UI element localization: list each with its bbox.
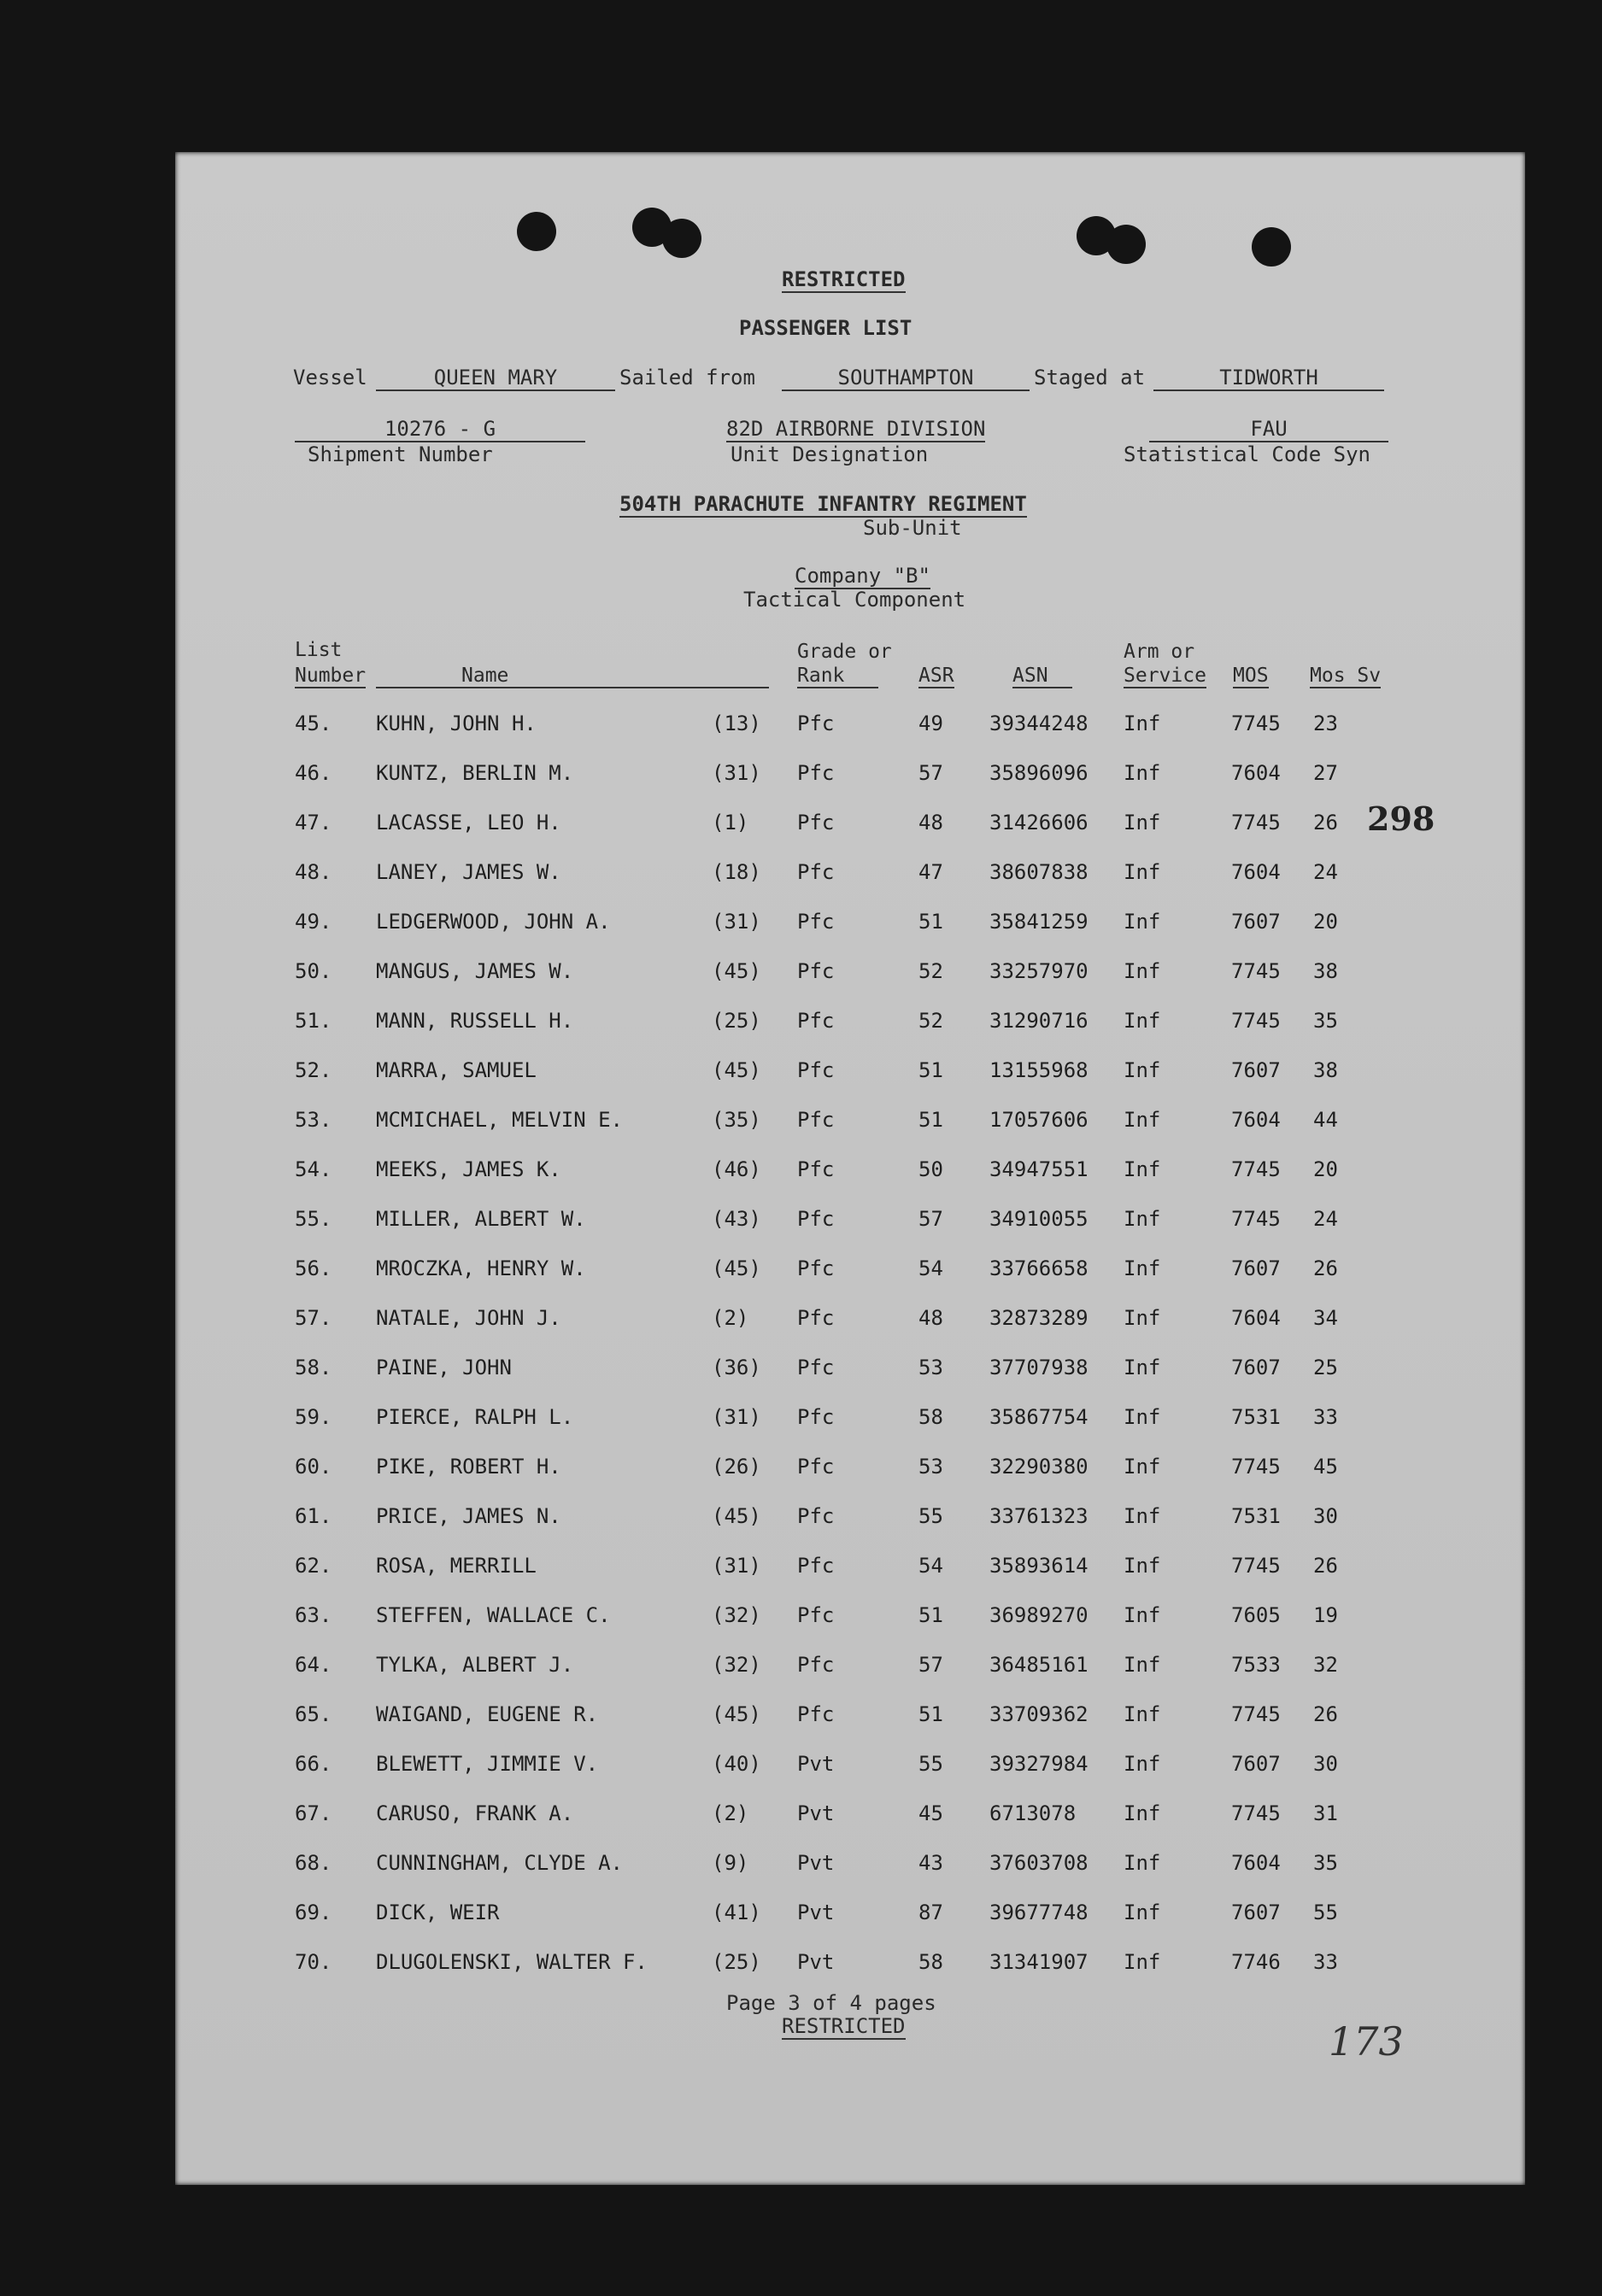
table-row	[175, 910, 1525, 959]
code-cell: (2)	[712, 1306, 749, 1330]
asn-cell: 34947551	[989, 1157, 1089, 1181]
asn-cell: 31426606	[989, 811, 1089, 835]
table-row	[175, 1058, 1525, 1108]
asn-cell: 34910055	[989, 1207, 1089, 1231]
list-number-cell: 70.	[295, 1950, 332, 1974]
list-number-cell: 53.	[295, 1108, 332, 1132]
code-cell: (25)	[712, 1009, 761, 1033]
grade-cell: Pfc	[797, 1603, 835, 1627]
name-cell: LANEY, JAMES W.	[376, 860, 561, 884]
code-cell: (43)	[712, 1207, 761, 1231]
name-cell: TYLKA, ALBERT J.	[376, 1653, 574, 1677]
grade-cell: Pvt	[797, 1752, 835, 1776]
mos-sv-cell: 31	[1313, 1801, 1338, 1825]
mos-cell: 7745	[1231, 1801, 1281, 1825]
asr-cell: 53	[918, 1356, 943, 1379]
asn-cell: 38607838	[989, 860, 1089, 884]
arm-cell: Inf	[1124, 1950, 1161, 1974]
mos-cell: 7604	[1231, 860, 1281, 884]
mos-sv-cell: 35	[1313, 1009, 1338, 1033]
code-cell: (40)	[712, 1752, 761, 1776]
grade-cell: Pfc	[797, 761, 835, 785]
asr-cell: 57	[918, 761, 943, 785]
mos-sv-cell: 44	[1313, 1108, 1338, 1132]
table-row	[175, 1306, 1525, 1356]
name-cell: MEEKS, JAMES K.	[376, 1157, 561, 1181]
sub-unit-label: Sub-Unit	[863, 516, 962, 540]
arm-cell: Inf	[1124, 1851, 1161, 1875]
arm-cell: Inf	[1124, 1504, 1161, 1528]
code-cell: (46)	[712, 1157, 761, 1181]
grade-cell: Pfc	[797, 712, 835, 735]
tactical-component-value: Company "B"	[795, 564, 930, 588]
arm-cell: Inf	[1124, 712, 1161, 735]
grade-cell: Pvt	[797, 1801, 835, 1825]
arm-cell: Inf	[1124, 761, 1161, 785]
code-cell: (31)	[712, 910, 761, 934]
mos-cell: 7607	[1231, 1356, 1281, 1379]
name-cell: BLEWETT, JIMMIE V.	[376, 1752, 599, 1776]
list-number-cell: 50.	[295, 959, 332, 983]
mos-sv-cell: 45	[1313, 1455, 1338, 1479]
asr-cell: 51	[918, 1058, 943, 1082]
list-number-cell: 49.	[295, 910, 332, 934]
asr-cell: 52	[918, 959, 943, 983]
list-number-cell: 51.	[295, 1009, 332, 1033]
table-row	[175, 1455, 1525, 1504]
asr-cell: 47	[918, 860, 943, 884]
grade-cell: Pfc	[797, 1009, 835, 1033]
staged-at-label: Staged at	[1034, 366, 1146, 390]
shipment-number-value: 10276 - G	[295, 417, 585, 442]
list-number-cell: 68.	[295, 1851, 332, 1875]
list-number-cell: 54.	[295, 1157, 332, 1181]
name-cell: STEFFEN, WALLACE C.	[376, 1603, 611, 1627]
mos-sv-cell: 26	[1313, 1256, 1338, 1280]
asr-cell: 50	[918, 1157, 943, 1181]
table-row	[175, 1009, 1525, 1058]
name-cell: ROSA, MERRILL	[376, 1554, 537, 1578]
table-row	[175, 1801, 1525, 1851]
name-cell: CUNNINGHAM, CLYDE A.	[376, 1851, 623, 1875]
col-arm-2: Service	[1124, 665, 1206, 687]
list-number-cell: 65.	[295, 1702, 332, 1726]
name-cell: LACASSE, LEO H.	[376, 811, 561, 835]
col-asr: ASR	[918, 665, 954, 687]
code-cell: (31)	[712, 761, 761, 785]
asn-cell: 39677748	[989, 1901, 1089, 1924]
mos-cell: 7607	[1231, 1752, 1281, 1776]
code-cell: (13)	[712, 712, 761, 735]
asn-cell: 39344248	[989, 712, 1089, 735]
list-number-cell: 69.	[295, 1901, 332, 1924]
code-cell: (45)	[712, 1058, 761, 1082]
mos-sv-cell: 35	[1313, 1851, 1338, 1875]
code-cell: (41)	[712, 1901, 761, 1924]
grade-cell: Pfc	[797, 1554, 835, 1578]
asr-cell: 52	[918, 1009, 943, 1033]
arm-cell: Inf	[1124, 1009, 1161, 1033]
asr-cell: 58	[918, 1405, 943, 1429]
shipment-number-label: Shipment Number	[308, 442, 493, 466]
table-row	[175, 1256, 1525, 1306]
code-cell: (45)	[712, 1256, 761, 1280]
grade-cell: Pfc	[797, 1653, 835, 1677]
mos-cell: 7745	[1231, 1702, 1281, 1726]
mos-cell: 7745	[1231, 811, 1281, 835]
mos-sv-cell: 33	[1313, 1405, 1338, 1429]
punch-hole-5	[1106, 225, 1146, 264]
asn-cell: 31290716	[989, 1009, 1089, 1033]
mos-sv-cell: 26	[1313, 1702, 1338, 1726]
staged-at-value: TIDWORTH	[1153, 366, 1384, 391]
asn-cell: 32290380	[989, 1455, 1089, 1479]
asr-cell: 87	[918, 1901, 943, 1924]
code-cell: (1)	[712, 811, 749, 835]
mos-cell: 7604	[1231, 1851, 1281, 1875]
asn-cell: 33709362	[989, 1702, 1089, 1726]
mos-sv-cell: 19	[1313, 1603, 1338, 1627]
sub-unit-value: 504TH PARACHUTE INFANTRY REGIMENT	[619, 492, 1027, 516]
name-cell: PIERCE, RALPH L.	[376, 1405, 574, 1429]
code-cell: (31)	[712, 1405, 761, 1429]
col-list-number-2: Number	[295, 665, 367, 687]
col-name: Name	[376, 665, 769, 688]
code-cell: (35)	[712, 1108, 761, 1132]
arm-cell: Inf	[1124, 1554, 1161, 1578]
col-mos: MOS	[1233, 665, 1269, 687]
asn-cell: 35867754	[989, 1405, 1089, 1429]
table-row	[175, 1851, 1525, 1901]
statistical-code-value: FAU	[1149, 417, 1388, 442]
asn-cell: 39327984	[989, 1752, 1089, 1776]
list-number-cell: 46.	[295, 761, 332, 785]
mos-sv-cell: 20	[1313, 910, 1338, 934]
mos-cell: 7745	[1231, 1207, 1281, 1231]
asr-cell: 43	[918, 1851, 943, 1875]
list-number-cell: 47.	[295, 811, 332, 835]
handwritten-number: 173	[1329, 2018, 1404, 2065]
arm-cell: Inf	[1124, 1455, 1161, 1479]
name-cell: WAIGAND, EUGENE R.	[376, 1702, 599, 1726]
table-row	[175, 1603, 1525, 1653]
arm-cell: Inf	[1124, 1405, 1161, 1429]
col-grade-1: Grade or	[797, 641, 892, 663]
list-number-cell: 66.	[295, 1752, 332, 1776]
name-cell: PIKE, ROBERT H.	[376, 1455, 561, 1479]
code-cell: (31)	[712, 1554, 761, 1578]
grade-cell: Pfc	[797, 1306, 835, 1330]
name-cell: KUNTZ, BERLIN M.	[376, 761, 574, 785]
asn-cell: 31341907	[989, 1950, 1089, 1974]
table-row	[175, 761, 1525, 811]
table-row	[175, 811, 1525, 860]
table-row	[175, 1653, 1525, 1702]
mos-sv-cell: 30	[1313, 1504, 1338, 1528]
arm-cell: Inf	[1124, 1207, 1161, 1231]
code-cell: (45)	[712, 1504, 761, 1528]
col-asn: ASN	[1012, 665, 1072, 688]
vessel-value: QUEEN MARY	[376, 366, 615, 391]
mos-cell: 7746	[1231, 1950, 1281, 1974]
grade-cell: Pfc	[797, 1504, 835, 1528]
asn-cell: 33257970	[989, 959, 1089, 983]
punch-hole-6	[1252, 227, 1291, 266]
list-number-cell: 63.	[295, 1603, 332, 1627]
asr-cell: 51	[918, 1108, 943, 1132]
asr-cell: 54	[918, 1256, 943, 1280]
classification-footer: RESTRICTED	[782, 2014, 906, 2038]
name-cell: PAINE, JOHN	[376, 1356, 512, 1379]
table-row	[175, 1356, 1525, 1405]
grade-cell: Pfc	[797, 811, 835, 835]
table-row	[175, 712, 1525, 761]
table-row	[175, 1108, 1525, 1157]
code-cell: (18)	[712, 860, 761, 884]
mos-cell: 7533	[1231, 1653, 1281, 1677]
punch-hole-1	[517, 212, 556, 251]
table-row	[175, 1405, 1525, 1455]
mos-cell: 7745	[1231, 1157, 1281, 1181]
asn-cell: 37707938	[989, 1356, 1089, 1379]
mos-cell: 7745	[1231, 959, 1281, 983]
arm-cell: Inf	[1124, 1653, 1161, 1677]
grade-cell: Pfc	[797, 860, 835, 884]
table-row	[175, 1157, 1525, 1207]
mos-sv-cell: 26	[1313, 811, 1338, 835]
col-arm-1: Arm or	[1124, 641, 1195, 663]
mos-cell: 7745	[1231, 1554, 1281, 1578]
asn-cell: 33761323	[989, 1504, 1089, 1528]
asn-cell: 35896096	[989, 761, 1089, 785]
name-cell: MANGUS, JAMES W.	[376, 959, 574, 983]
grade-cell: Pfc	[797, 1702, 835, 1726]
asr-cell: 49	[918, 712, 943, 735]
asn-cell: 36485161	[989, 1653, 1089, 1677]
col-grade-2: Rank	[797, 665, 878, 688]
table-row	[175, 860, 1525, 910]
punch-hole-3	[662, 219, 701, 258]
sailed-from-value: SOUTHAMPTON	[782, 366, 1030, 391]
grade-cell: Pvt	[797, 1901, 835, 1924]
mos-sv-cell: 55	[1313, 1901, 1338, 1924]
table-row	[175, 1504, 1525, 1554]
asn-cell: 35893614	[989, 1554, 1089, 1578]
unit-designation-value: 82D AIRBORNE DIVISION	[726, 417, 986, 441]
arm-cell: Inf	[1124, 1603, 1161, 1627]
list-number-cell: 45.	[295, 712, 332, 735]
table-row	[175, 1901, 1525, 1950]
mos-cell: 7605	[1231, 1603, 1281, 1627]
list-number-cell: 56.	[295, 1256, 332, 1280]
document-page	[175, 152, 1525, 2185]
name-cell: KUHN, JOHN H.	[376, 712, 537, 735]
sailed-from-label: Sailed from	[619, 366, 755, 390]
mos-cell: 7745	[1231, 1009, 1281, 1033]
unit-designation-label: Unit Designation	[731, 442, 929, 466]
asr-cell: 45	[918, 1801, 943, 1825]
mos-cell: 7531	[1231, 1504, 1281, 1528]
mos-cell: 7745	[1231, 1455, 1281, 1479]
asn-cell: 36989270	[989, 1603, 1089, 1627]
arm-cell: Inf	[1124, 1306, 1161, 1330]
asn-cell: 37603708	[989, 1851, 1089, 1875]
list-number-cell: 58.	[295, 1356, 332, 1379]
asr-cell: 55	[918, 1752, 943, 1776]
grade-cell: Pfc	[797, 1157, 835, 1181]
name-cell: MANN, RUSSELL H.	[376, 1009, 574, 1033]
table-row	[175, 1752, 1525, 1801]
table-row	[175, 959, 1525, 1009]
asr-cell: 48	[918, 1306, 943, 1330]
mos-sv-cell: 34	[1313, 1306, 1338, 1330]
grade-cell: Pvt	[797, 1851, 835, 1875]
mos-sv-cell: 20	[1313, 1157, 1338, 1181]
arm-cell: Inf	[1124, 959, 1161, 983]
grade-cell: Pfc	[797, 1256, 835, 1280]
name-cell: DICK, WEIR	[376, 1901, 500, 1924]
code-cell: (45)	[712, 1702, 761, 1726]
mos-cell: 7607	[1231, 910, 1281, 934]
page-indicator: Page 3 of 4 pages	[726, 1991, 936, 2015]
mos-sv-cell: 26	[1313, 1554, 1338, 1578]
mos-cell: 7745	[1231, 712, 1281, 735]
asr-cell: 51	[918, 1603, 943, 1627]
arm-cell: Inf	[1124, 1356, 1161, 1379]
arm-cell: Inf	[1124, 811, 1161, 835]
name-cell: MCMICHAEL, MELVIN E.	[376, 1108, 623, 1132]
document-title: PASSENGER LIST	[739, 316, 912, 340]
mos-sv-cell: 24	[1313, 860, 1338, 884]
arm-cell: Inf	[1124, 1058, 1161, 1082]
col-mos-sv: Mos Sv	[1310, 665, 1382, 687]
grade-cell: Pvt	[797, 1950, 835, 1974]
code-cell: (9)	[712, 1851, 749, 1875]
arm-cell: Inf	[1124, 1901, 1161, 1924]
mos-sv-cell: 23	[1313, 712, 1338, 735]
mos-sv-cell: 24	[1313, 1207, 1338, 1231]
mos-sv-cell: 33	[1313, 1950, 1338, 1974]
mos-sv-cell: 27	[1313, 761, 1338, 785]
mos-sv-cell: 30	[1313, 1752, 1338, 1776]
mos-cell: 7604	[1231, 1108, 1281, 1132]
name-cell: MROCZKA, HENRY W.	[376, 1256, 586, 1280]
asn-cell: 17057606	[989, 1108, 1089, 1132]
grade-cell: Pfc	[797, 1207, 835, 1231]
asr-cell: 53	[918, 1455, 943, 1479]
list-number-cell: 64.	[295, 1653, 332, 1677]
asr-cell: 57	[918, 1653, 943, 1677]
tactical-component-label: Tactical Component	[743, 588, 966, 612]
name-cell: PRICE, JAMES N.	[376, 1504, 561, 1528]
table-row	[175, 1702, 1525, 1752]
list-number-cell: 57.	[295, 1306, 332, 1330]
asn-cell: 13155968	[989, 1058, 1089, 1082]
asr-cell: 58	[918, 1950, 943, 1974]
asn-cell: 33766658	[989, 1256, 1089, 1280]
list-number-cell: 62.	[295, 1554, 332, 1578]
code-cell: (32)	[712, 1603, 761, 1627]
arm-cell: Inf	[1124, 860, 1161, 884]
list-number-cell: 60.	[295, 1455, 332, 1479]
grade-cell: Pfc	[797, 1405, 835, 1429]
code-cell: (45)	[712, 959, 761, 983]
code-cell: (32)	[712, 1653, 761, 1677]
asr-cell: 51	[918, 1702, 943, 1726]
arm-cell: Inf	[1124, 1108, 1161, 1132]
list-number-cell: 59.	[295, 1405, 332, 1429]
mos-cell: 7607	[1231, 1256, 1281, 1280]
name-cell: MARRA, SAMUEL	[376, 1058, 537, 1082]
code-cell: (25)	[712, 1950, 761, 1974]
arm-cell: Inf	[1124, 1157, 1161, 1181]
name-cell: CARUSO, FRANK A.	[376, 1801, 574, 1825]
arm-cell: Inf	[1124, 1752, 1161, 1776]
asr-cell: 54	[918, 1554, 943, 1578]
name-cell: LEDGERWOOD, JOHN A.	[376, 910, 611, 934]
mos-sv-cell: 25	[1313, 1356, 1338, 1379]
list-number-cell: 52.	[295, 1058, 332, 1082]
grade-cell: Pfc	[797, 959, 835, 983]
name-cell: MILLER, ALBERT W.	[376, 1207, 586, 1231]
arm-cell: Inf	[1124, 1702, 1161, 1726]
name-cell: DLUGOLENSKI, WALTER F.	[376, 1950, 648, 1974]
mos-cell: 7604	[1231, 761, 1281, 785]
mos-cell: 7607	[1231, 1058, 1281, 1082]
mos-sv-cell: 32	[1313, 1653, 1338, 1677]
code-cell: (26)	[712, 1455, 761, 1479]
asr-cell: 55	[918, 1504, 943, 1528]
arm-cell: Inf	[1124, 910, 1161, 934]
asr-cell: 57	[918, 1207, 943, 1231]
arm-cell: Inf	[1124, 1801, 1161, 1825]
asr-cell: 48	[918, 811, 943, 835]
mos-cell: 7604	[1231, 1306, 1281, 1330]
classification-header: RESTRICTED	[782, 267, 906, 291]
mos-sv-cell: 38	[1313, 959, 1338, 983]
arm-cell: Inf	[1124, 1256, 1161, 1280]
table-row	[175, 1207, 1525, 1256]
asn-cell: 6713078	[989, 1801, 1077, 1825]
vessel-label: Vessel	[293, 366, 367, 390]
table-row	[175, 1554, 1525, 1603]
mos-cell: 7531	[1231, 1405, 1281, 1429]
list-number-cell: 48.	[295, 860, 332, 884]
stamp-number: 298	[1367, 800, 1435, 838]
code-cell: (2)	[712, 1801, 749, 1825]
col-list-number-1: List	[295, 639, 343, 661]
asn-cell: 35841259	[989, 910, 1089, 934]
list-number-cell: 67.	[295, 1801, 332, 1825]
list-number-cell: 61.	[295, 1504, 332, 1528]
grade-cell: Pfc	[797, 1108, 835, 1132]
asn-cell: 32873289	[989, 1306, 1089, 1330]
grade-cell: Pfc	[797, 1455, 835, 1479]
mos-sv-cell: 38	[1313, 1058, 1338, 1082]
code-cell: (36)	[712, 1356, 761, 1379]
list-number-cell: 55.	[295, 1207, 332, 1231]
asr-cell: 51	[918, 910, 943, 934]
grade-cell: Pfc	[797, 1058, 835, 1082]
statistical-code-label: Statistical Code Syn	[1124, 442, 1370, 466]
mos-cell: 7607	[1231, 1901, 1281, 1924]
name-cell: NATALE, JOHN J.	[376, 1306, 561, 1330]
grade-cell: Pfc	[797, 910, 835, 934]
grade-cell: Pfc	[797, 1356, 835, 1379]
